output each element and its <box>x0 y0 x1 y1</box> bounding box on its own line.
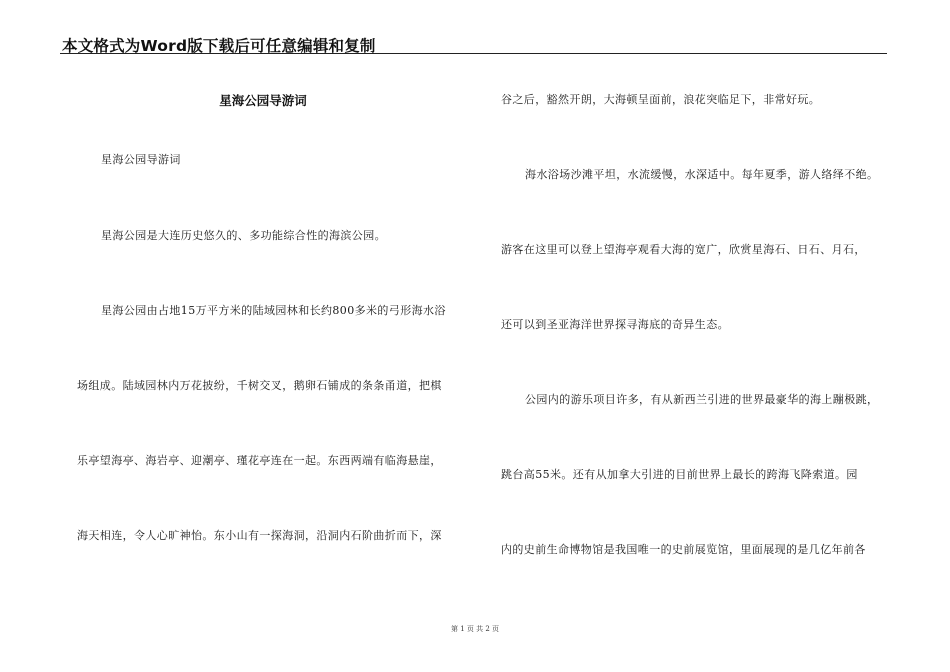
paragraph-line: 星海公园导游词 <box>101 153 181 166</box>
document-title: 星海公园导游词 <box>219 93 307 108</box>
header-banner: 本文格式为Word版下载后可任意编辑和复制 <box>62 37 376 55</box>
paragraph-line: 跳台高55米。还有从加拿大引进的目前世界上最长的跨海飞降索道。园 <box>501 468 858 481</box>
header-divider <box>60 53 887 54</box>
paragraph-line: 星海公园由占地15万平方米的陆域园林和长约800多米的弓形海水浴 <box>101 304 446 317</box>
paragraph-line: 还可以到圣亚海洋世界探寻海底的奇异生态。 <box>501 318 729 331</box>
paragraph-line: 乐亭望海亭、海岩亭、迎潮亭、瑾花亭连在一起。东西两端有临海悬崖， <box>77 454 442 467</box>
paragraph-line: 公园内的游乐项目许多，有从新西兰引进的世界最豪华的海上蹦极跳， <box>525 393 879 406</box>
paragraph-line: 星海公园是大连历史悠久的、多功能综合性的海滨公园。 <box>101 229 386 242</box>
paragraph-line: 海天相连，令人心旷神怡。东小山有一探海洞，沿洞内石阶曲折而下，深 <box>77 529 442 542</box>
page-indicator: 第 1 页 共 2 页 <box>450 625 500 633</box>
paragraph-line: 内的史前生命博物馆是我国唯一的史前展览馆，里面展现的是几亿年前各 <box>501 543 866 556</box>
paragraph-line: 谷之后，豁然开朗，大海顿呈面前，浪花突临足下，非常好玩。 <box>501 93 821 106</box>
paragraph-line: 游客在这里可以登上望海亭观看大海的宽广，欣赏星海石、日石、月石， <box>501 243 866 256</box>
paragraph-line: 海水浴场沙滩平坦，水流缓慢，水深适中。每年夏季，游人络绎不绝。 <box>525 168 879 181</box>
paragraph-line: 场组成。陆域园林内万花披纷，千树交叉，鹅卵石铺成的条条甬道，把棋 <box>77 379 442 392</box>
